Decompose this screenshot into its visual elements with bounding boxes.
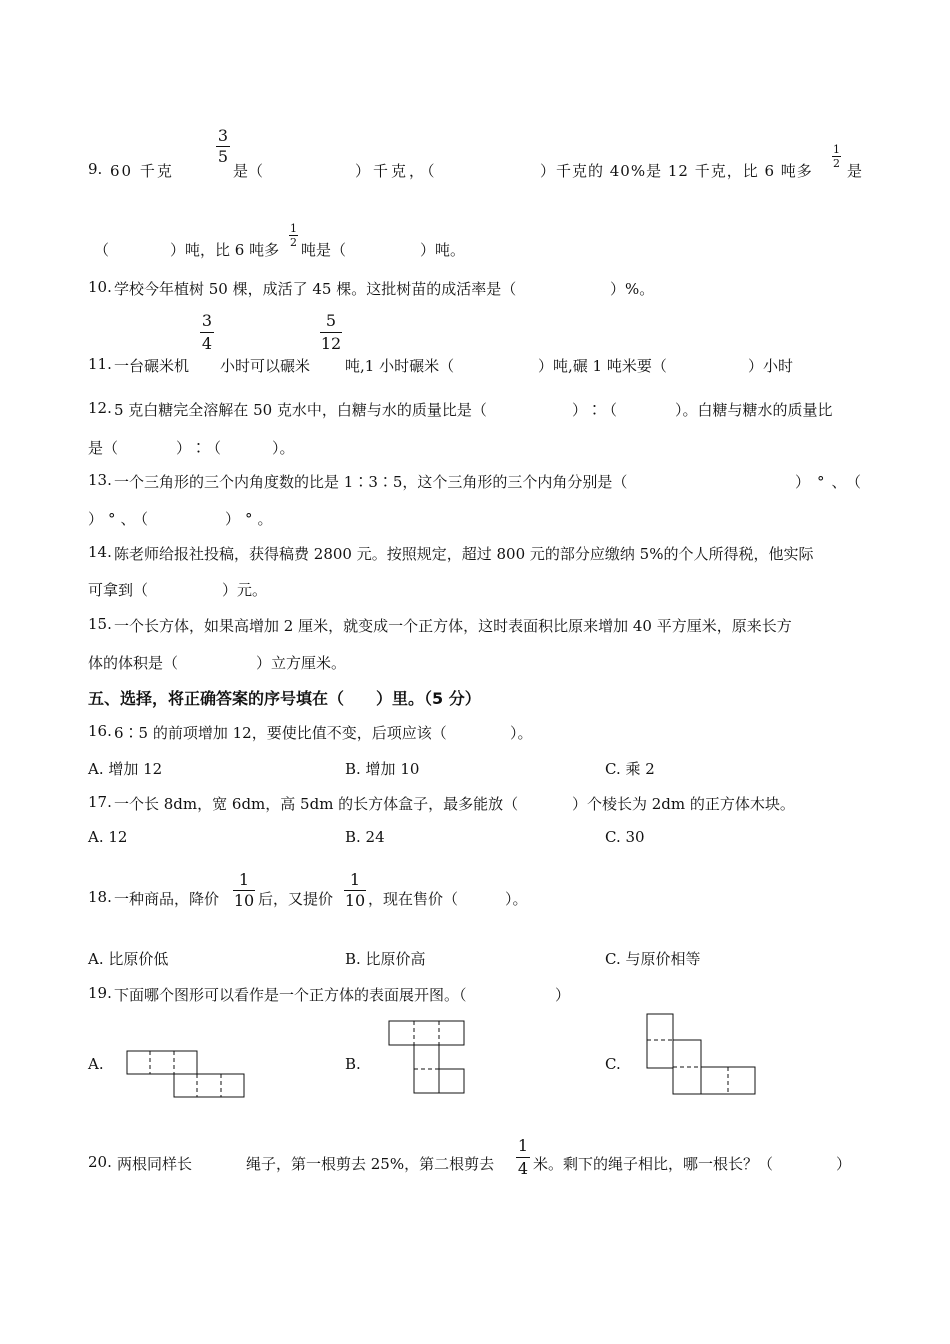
q11-fraction-5-12 bbox=[320, 313, 342, 352]
q19-text: 下面哪个图形可以看作是一个正方体的表面展开图。（ bbox=[114, 986, 467, 1004]
q18-option-c[interactable]: C. 与原价相等 bbox=[605, 950, 701, 968]
q19-option-c[interactable]: C. bbox=[605, 1055, 621, 1073]
q19-option-b[interactable]: B. bbox=[345, 1055, 361, 1073]
q10-end: ）%。 bbox=[610, 280, 655, 298]
q11-text-e: ）小时 bbox=[748, 357, 794, 375]
q11-fraction-3-4 bbox=[200, 313, 214, 352]
q13-line2: ）°、（ bbox=[88, 510, 154, 528]
fraction-denominator: 12 bbox=[320, 334, 342, 353]
q17-option-a[interactable]: A. 12 bbox=[88, 828, 128, 846]
fraction-denominator: 4 bbox=[517, 1159, 529, 1178]
q20-fraction-1-4 bbox=[516, 1138, 530, 1177]
fraction-numerator: 1 bbox=[290, 222, 297, 235]
q14-line2-b: ）元。 bbox=[222, 581, 268, 599]
fraction-numerator: 3 bbox=[217, 126, 229, 145]
q12-line1: 5 克白糖完全溶解在 50 克水中，白糖与水的质量比是（ bbox=[114, 401, 487, 419]
cube-net-a bbox=[125, 1050, 247, 1100]
cube-net-c bbox=[645, 1012, 757, 1096]
q13-line1: 一个三角形的三个内角度数的比是 1∶3∶5，这个三角形的三个内角分别是（ bbox=[114, 473, 628, 491]
q17-option-b[interactable]: B. 24 bbox=[345, 828, 385, 846]
fraction-numerator: 1 bbox=[517, 1136, 529, 1155]
q20-text-a: 两根同样长 bbox=[117, 1155, 193, 1173]
fraction-numerator: 5 bbox=[325, 311, 337, 330]
question-number: 12. bbox=[88, 399, 112, 417]
question-number: 15. bbox=[88, 615, 112, 633]
question-number: 9. bbox=[88, 160, 103, 178]
question-number: 18. bbox=[88, 888, 112, 906]
q20-text-c: 米。剩下的绳子相比，哪一根长？（ bbox=[533, 1155, 774, 1173]
cube-net-b bbox=[387, 1019, 467, 1096]
q11-text-c: 吨,1 小时碾米（ bbox=[345, 357, 455, 375]
q12-line1-c: ）。白糖与糖水的质量比 bbox=[675, 401, 833, 419]
q11-text-b: 小时可以碾米 bbox=[220, 357, 311, 375]
q12-line2: 是（ bbox=[88, 439, 119, 457]
q16-end: ）。 bbox=[510, 724, 533, 742]
q10-text: 学校今年植树 50 棵，成活了 45 棵。这批树苗的成活率是（ bbox=[114, 280, 517, 298]
q16-option-c[interactable]: C. 乘 2 bbox=[605, 760, 655, 778]
q9-line2-b: ）吨，比 6 吨多 bbox=[170, 241, 280, 259]
question-number: 20. bbox=[88, 1153, 112, 1171]
q15-line1: 一个长方体，如果高增加 2 厘米，就变成一个正方体，这时表面积比原来增加 40 平方厘米，原来长方 bbox=[114, 617, 792, 635]
fraction-denominator: 10 bbox=[344, 891, 366, 910]
q17-mid: ）个棱长为 2dm 的正方体木块。 bbox=[572, 795, 795, 813]
q18-text-b: 后，又提价 bbox=[258, 890, 334, 908]
q19-end: ） bbox=[555, 986, 571, 1004]
fraction-numerator: 1 bbox=[833, 143, 840, 156]
q19-option-a[interactable]: A. bbox=[88, 1055, 104, 1073]
fraction-denominator: 4 bbox=[201, 334, 213, 353]
q16-option-b[interactable]: B. 增加 10 bbox=[345, 760, 420, 778]
q9-text-c: ）千克，（ bbox=[355, 162, 438, 180]
q9-text-b: 是（ bbox=[233, 162, 264, 180]
fraction-numerator: 3 bbox=[201, 311, 213, 330]
q13-line2-b: ）°。 bbox=[225, 510, 278, 528]
fraction-denominator: 2 bbox=[290, 236, 297, 249]
q9-text-a: 60 千克 bbox=[110, 162, 174, 180]
q9-fraction-1-2-second bbox=[289, 223, 298, 248]
fraction-denominator: 5 bbox=[217, 147, 229, 166]
q12-line2-b: ）∶（ bbox=[176, 439, 222, 457]
question-number: 11. bbox=[88, 355, 112, 373]
q15-line2-b: ）立方厘米。 bbox=[256, 654, 347, 672]
q14-line1: 陈老师给报社投稿，获得稿费 2800 元。按照规定，超过 800 元的部分应缴纳 5%的个人所得税，他实际 bbox=[114, 545, 814, 563]
q17-option-c[interactable]: C. 30 bbox=[605, 828, 645, 846]
q20-text-d: ） bbox=[836, 1155, 852, 1173]
fraction-numerator: 1 bbox=[349, 870, 361, 889]
fraction-numerator: 1 bbox=[238, 870, 250, 889]
q17-text: 一个长 8dm，宽 6dm，高 5dm 的长方体盒子，最多能放（ bbox=[114, 795, 519, 813]
q12-line2-c: ）。 bbox=[272, 439, 295, 457]
question-number: 19. bbox=[88, 984, 112, 1002]
q9-fraction-1-2 bbox=[832, 144, 841, 169]
q9-text-d: ）千克的 40%是 12 千克，比 6 吨多 bbox=[540, 162, 813, 180]
question-number: 10. bbox=[88, 278, 112, 296]
q15-line2: 体的体积是（ bbox=[88, 654, 179, 672]
q9-line2-d: ）吨。 bbox=[420, 241, 466, 259]
q9-fraction-3-5 bbox=[216, 128, 230, 165]
q18-option-b[interactable]: B. 比原价高 bbox=[345, 950, 426, 968]
q9-line2-a: （ bbox=[94, 241, 110, 259]
q9-line2-c: 吨是（ bbox=[301, 241, 347, 259]
question-number: 17. bbox=[88, 793, 112, 811]
q11-text-d: ）吨,碾 1 吨米要（ bbox=[538, 357, 667, 375]
q14-line2: 可拿到（ bbox=[88, 581, 149, 599]
fraction-denominator: 2 bbox=[833, 157, 840, 170]
q16-option-a[interactable]: A. 增加 12 bbox=[88, 760, 163, 778]
q9-text-e: 是 bbox=[847, 162, 863, 180]
q18-text-d: ）。 bbox=[505, 890, 528, 908]
q18-fraction-1-10 bbox=[233, 872, 255, 909]
q20-text-b: 绳子，第一根剪去 25%，第二根剪去 bbox=[246, 1155, 495, 1173]
q18-fraction-1-10-second bbox=[344, 872, 366, 909]
q16-text: 6∶5 的前项增加 12，要使比值不变，后项应该（ bbox=[114, 724, 447, 742]
question-number: 16. bbox=[88, 722, 112, 740]
section-5-title: 五、选择，将正确答案的序号填在（ ）里。（5 分） bbox=[88, 689, 481, 708]
question-number: 14. bbox=[88, 543, 112, 561]
q18-option-a[interactable]: A. 比原价低 bbox=[88, 950, 169, 968]
q13-line1-b: ）°、（ bbox=[795, 473, 869, 491]
question-number: 13. bbox=[88, 471, 112, 489]
q11-text-a: 一台碾米机 bbox=[114, 357, 190, 375]
fraction-denominator: 10 bbox=[233, 891, 255, 910]
q12-line1-b: ）∶（ bbox=[572, 401, 618, 419]
q18-text-c: ，现在售价（ bbox=[368, 890, 459, 908]
q18-text-a: 一种商品，降价 bbox=[114, 890, 220, 908]
